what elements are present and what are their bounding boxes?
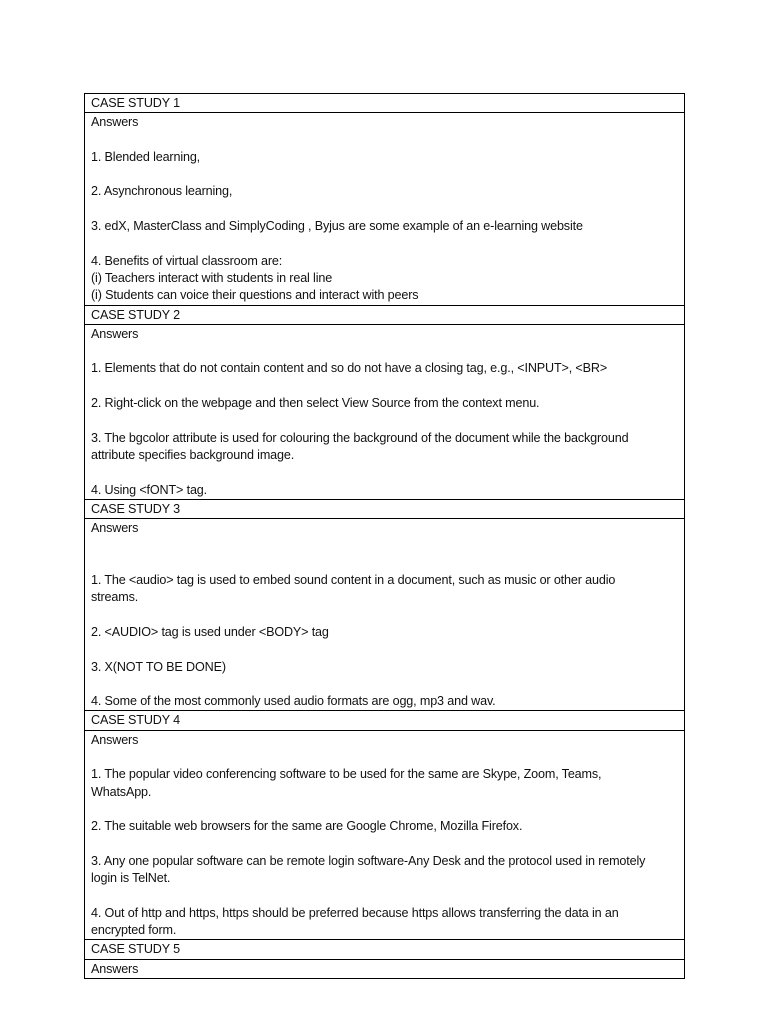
case-study-2-answers xyxy=(85,325,684,500)
answer-line: 3. Any one popular software can be remote login software-Any Desk and the protocol used in remotely xyxy=(91,853,646,868)
answer-line: 3. The bgcolor attribute is used for colouring the background of the document while the background xyxy=(91,430,629,445)
answer-line: streams. xyxy=(91,590,139,605)
answers-label: Answers xyxy=(91,326,139,341)
answers-label: Answers xyxy=(91,521,139,536)
answer-line xyxy=(91,166,684,183)
answer-line xyxy=(91,132,684,149)
answer-line: 2. The suitable web browsers for the same are Google Chrome, Mozilla Firefox. xyxy=(91,819,523,834)
answer-line: 2. Asynchronous learning, xyxy=(91,184,233,199)
case-study-4-header xyxy=(85,711,684,730)
answer-line xyxy=(91,749,684,766)
case-study-4-answers xyxy=(85,731,684,941)
case-study-1-header xyxy=(85,94,684,113)
answer-line: 3. edX, MasterClass and SimplyCoding , Byjus are some example of an e-learning website xyxy=(91,219,583,234)
case-study-3-title: CASE STUDY 3 xyxy=(91,501,180,516)
case-study-5-title: CASE STUDY 5 xyxy=(91,942,180,957)
answer-line: 1. Blended learning, xyxy=(91,149,201,164)
answer-line: 4. Benefits of virtual classroom are: xyxy=(91,253,283,268)
answer-line xyxy=(91,676,684,693)
answer-line: 3. X(NOT TO BE DONE) xyxy=(91,659,226,674)
answer-line xyxy=(91,343,684,360)
answers-label: Answers xyxy=(91,732,139,747)
case-study-1-title: CASE STUDY 1 xyxy=(91,96,180,110)
answer-line: 2. <AUDIO> tag is used under <BODY> tag xyxy=(91,624,329,639)
case-study-5-answers xyxy=(85,960,684,978)
case-study-2-title: CASE STUDY 2 xyxy=(91,307,180,322)
answer-line: encrypted form. xyxy=(91,922,177,937)
answer-line: (i) Teachers interact with students in real line xyxy=(91,270,333,285)
case-study-5-header xyxy=(85,940,684,959)
case-study-4-title: CASE STUDY 4 xyxy=(91,713,180,728)
answer-line: attribute specifies background image. xyxy=(91,447,295,462)
answer-line xyxy=(91,887,684,904)
case-study-2-header xyxy=(85,306,684,325)
answer-line xyxy=(91,835,684,852)
answers-label: Answers xyxy=(91,961,139,976)
answer-line: 4. Using <fONT> tag. xyxy=(91,482,207,497)
answer-line: 2. Right-click on the webpage and then select View Source from the context menu. xyxy=(91,396,540,411)
case-study-3-answers xyxy=(85,519,684,711)
answer-line: WhatsApp. xyxy=(91,784,152,799)
answer-line xyxy=(91,464,684,481)
answer-line xyxy=(91,412,684,429)
case-study-3-header xyxy=(85,500,684,519)
answers-label: Answers xyxy=(91,115,139,130)
answer-line xyxy=(91,201,684,218)
answer-line: 1. The <audio> tag is used to embed sound content in a document, such as music or other audio xyxy=(91,573,616,588)
answer-line xyxy=(91,555,684,572)
answer-line xyxy=(91,378,684,395)
answer-line xyxy=(91,641,684,658)
answer-line xyxy=(91,607,684,624)
case-study-1-answers xyxy=(85,113,684,305)
answer-line xyxy=(91,801,684,818)
answer-line: 1. Elements that do not contain content and so do not have a closing tag, e.g., <INPUT>, <BR> xyxy=(91,361,608,376)
case-study-table xyxy=(84,93,685,979)
answer-line xyxy=(91,235,684,252)
answer-line: (i) Students can voice their questions and interact with peers xyxy=(91,288,419,303)
answer-line: 4. Out of http and https, https should be preferred because https allows transferring the data in an xyxy=(91,905,619,920)
answer-line: 4. Some of the most commonly used audio formats are ogg, mp3 and wav. xyxy=(91,694,496,709)
answer-line: 1. The popular video conferencing software to be used for the same are Skype, Zoom, Teams, xyxy=(91,767,602,782)
answer-line xyxy=(91,537,684,554)
answer-line: login is TelNet. xyxy=(91,871,171,886)
